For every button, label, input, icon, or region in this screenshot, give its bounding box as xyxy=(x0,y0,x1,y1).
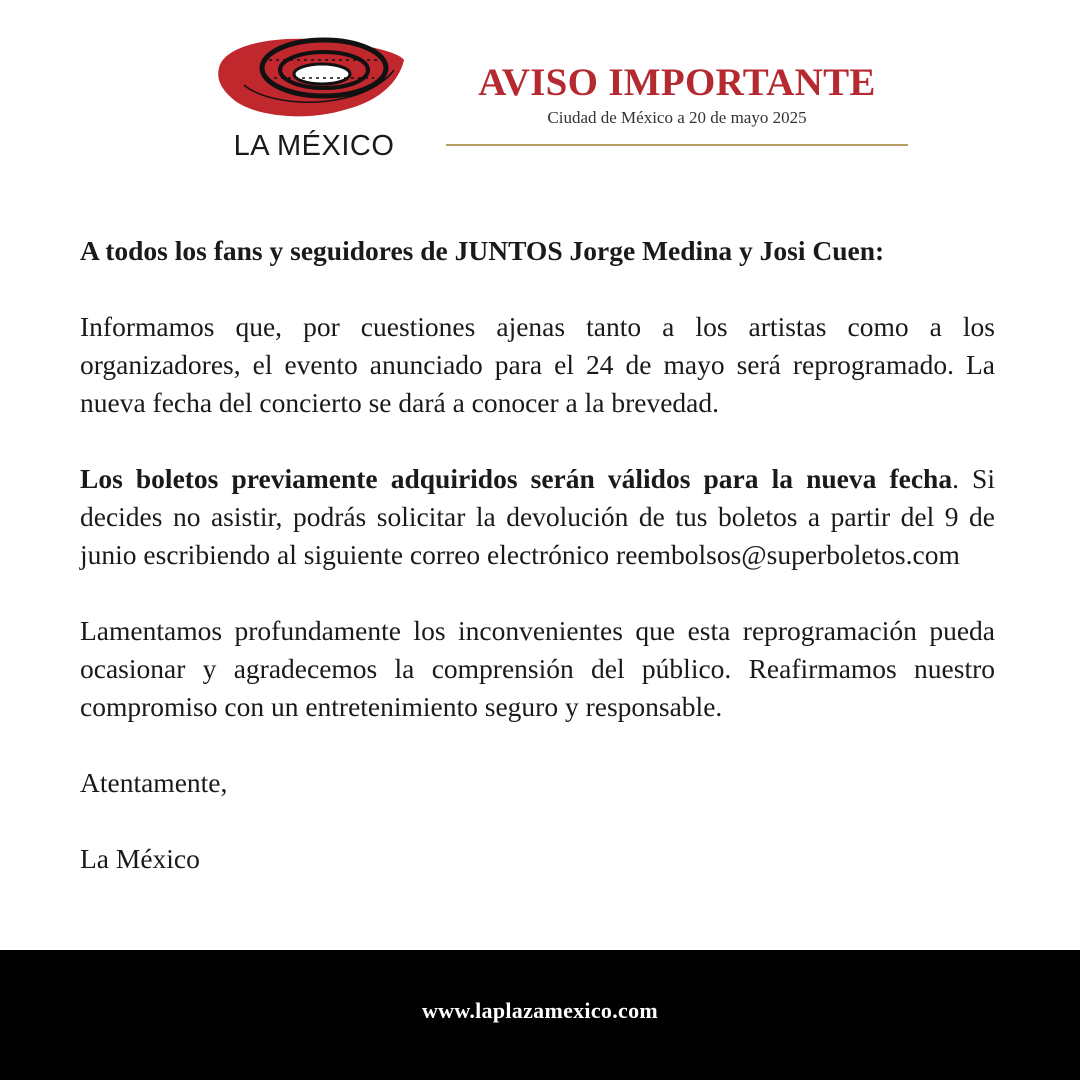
notice-body xyxy=(80,232,995,916)
refund-info: . Si decides no asistir, podrás solicitar la devolución de tus boletos a partir del 9 de junio escribiendo al siguiente correo electrónico reembolsos@superboletos.com xyxy=(80,463,995,570)
signature: La México xyxy=(80,843,200,874)
paragraph-apology: Lamentamos profundamente los inconvenientes que esta reprogramación pueda ocasionar y agradecemos la comprensión del público. Reafirmamos nuestro compromiso con un entretenimiento seguro y responsable. xyxy=(80,615,995,722)
date-line: Ciudad de México a 20 de mayo 2025 xyxy=(547,108,807,127)
footer xyxy=(0,950,1080,1080)
page-title: AVISO IMPORTANTE xyxy=(478,61,876,104)
paragraph-tickets xyxy=(80,460,995,574)
greeting: A todos los fans y seguidores de JUNTOS Jorge Medina y Josi Cuen: xyxy=(80,235,885,266)
website-link[interactable]: www.laplazamexico.com xyxy=(421,998,659,1023)
tickets-valid-notice: Los boletos previamente adquiridos serán válidos para la nueva fecha xyxy=(80,463,953,494)
bullring-logo-icon xyxy=(214,30,409,130)
header-divider xyxy=(446,144,908,146)
la-mexico-logo xyxy=(214,30,409,165)
closing: Atentamente, xyxy=(80,767,228,798)
logo-text: LA MÉXICO xyxy=(233,130,395,162)
paragraph-reschedule: Informamos que, por cuestiones ajenas tanto a los artistas como a los organizadores, el evento anunciado para el 24 de mayo será reprogramado. La nueva fecha del concierto se dará a conocer a la brevedad. xyxy=(80,311,995,418)
